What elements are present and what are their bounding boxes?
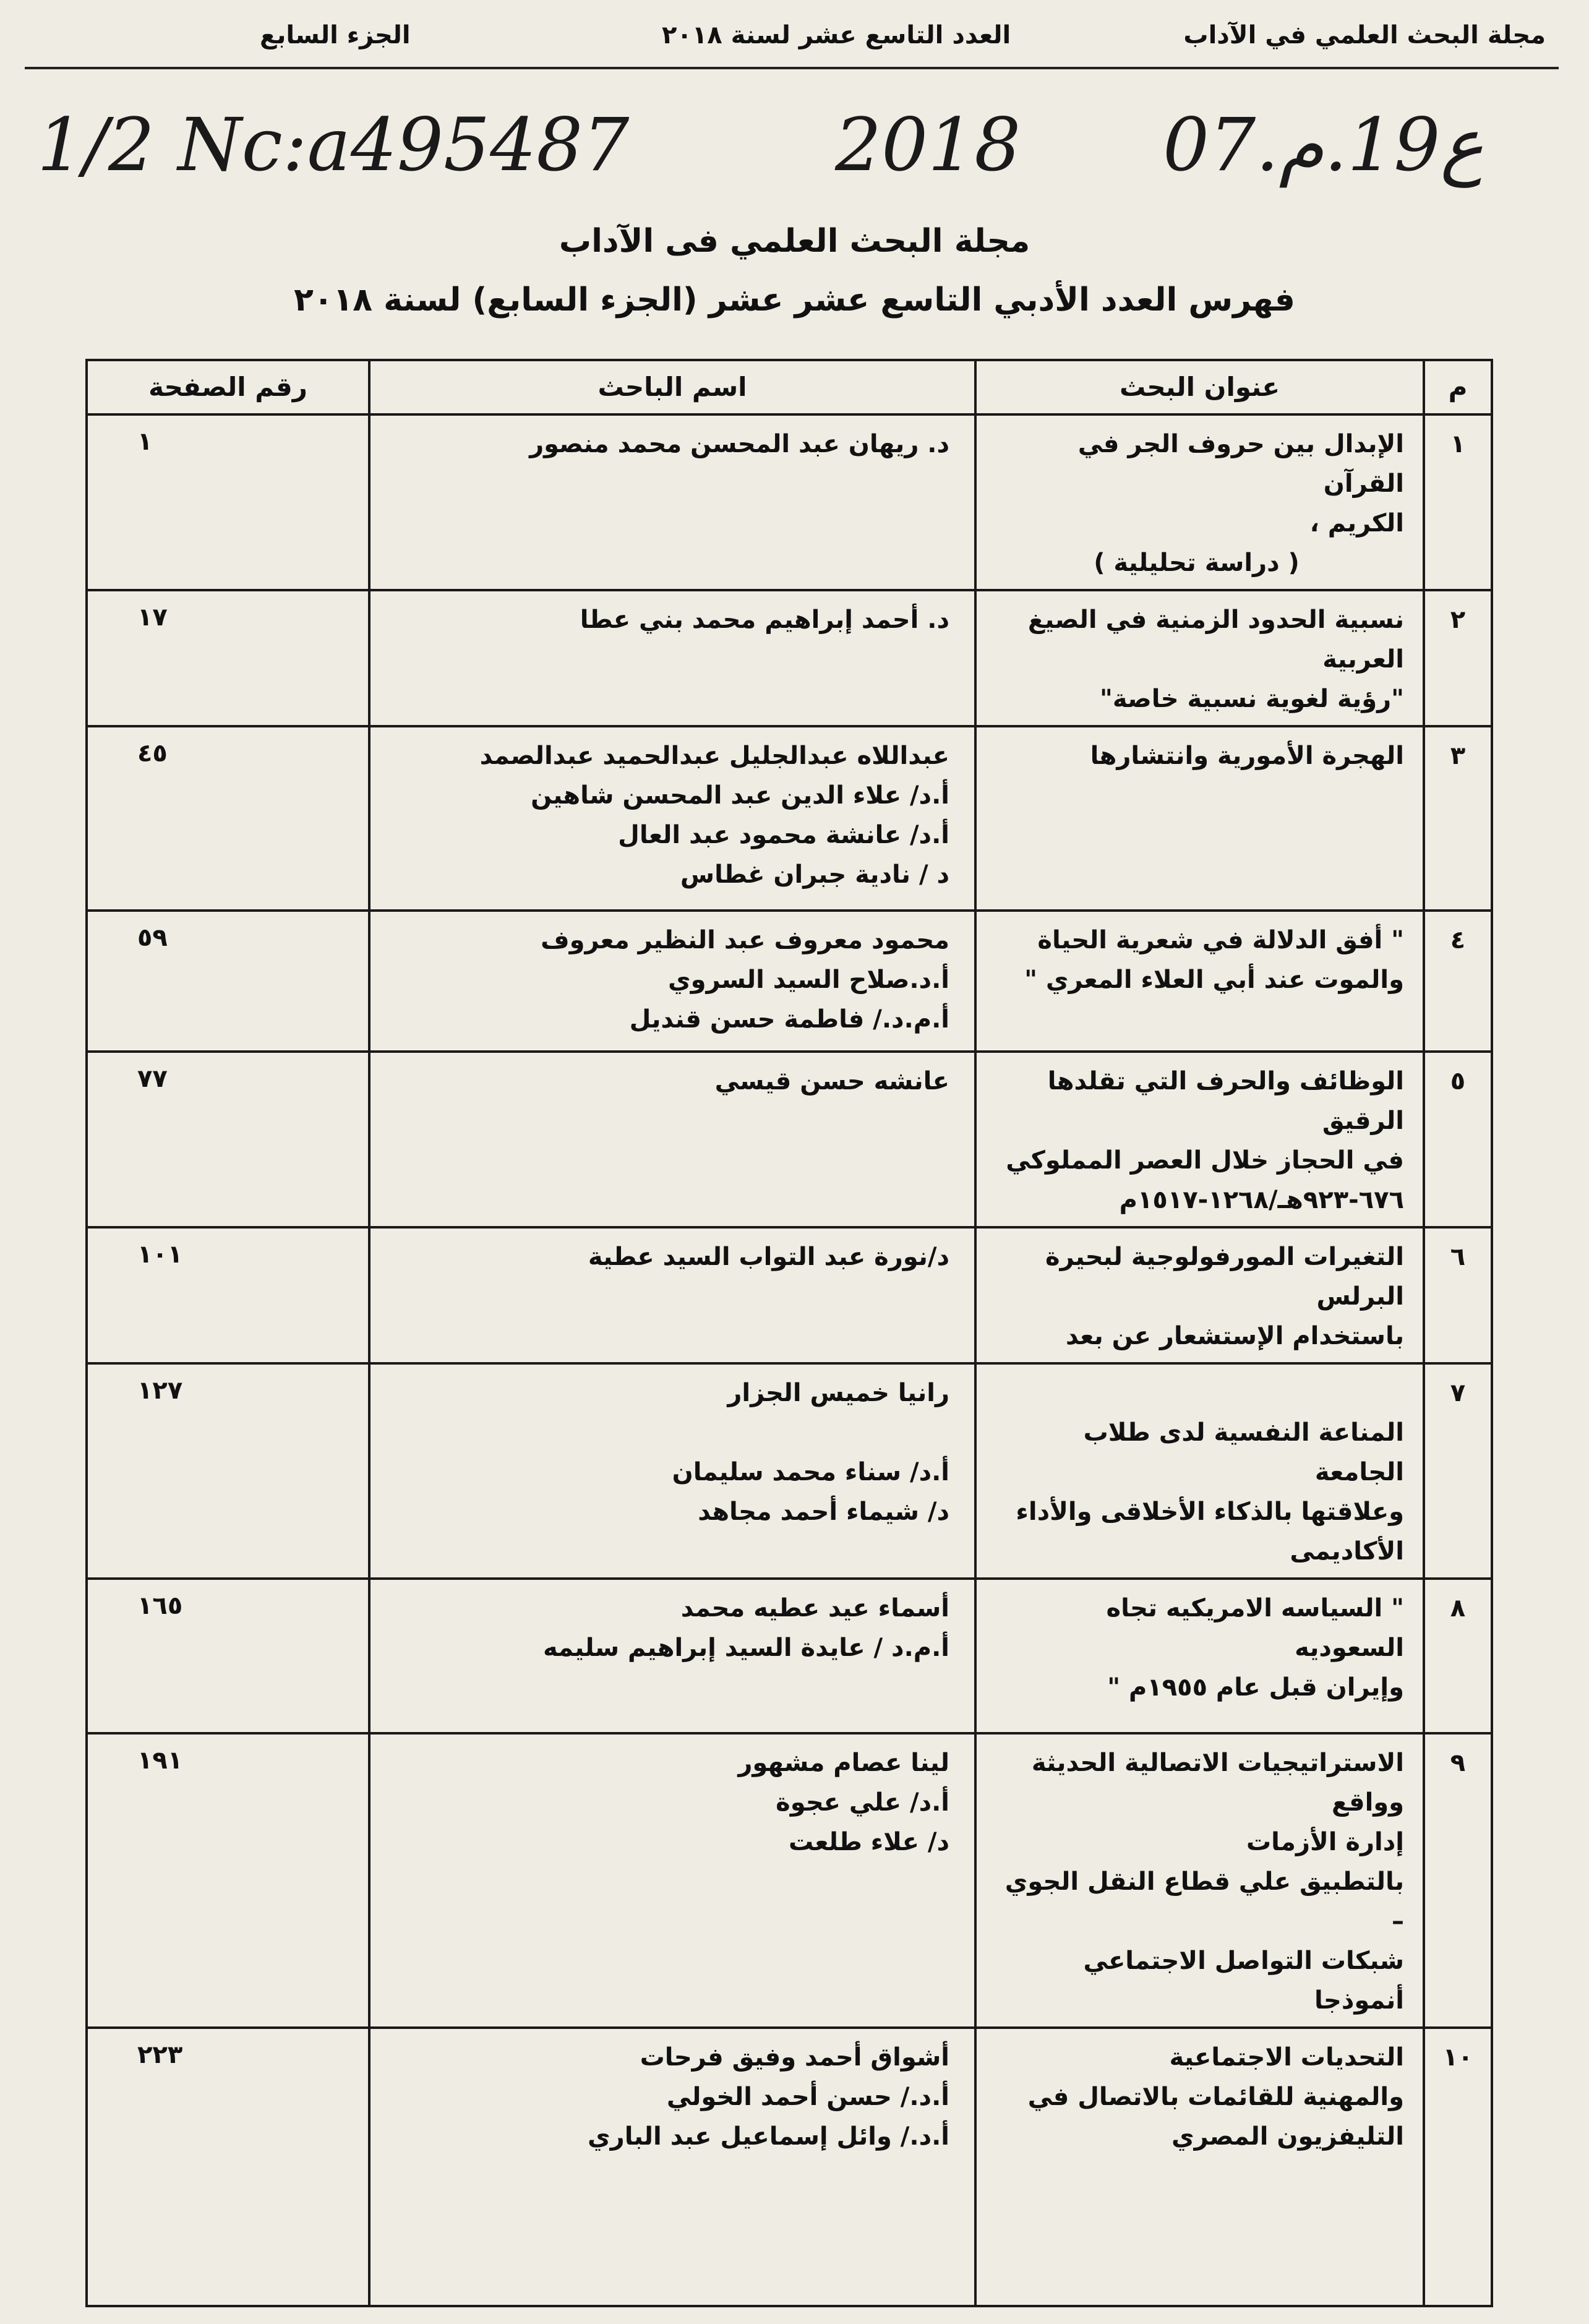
research-title <box>975 1227 1424 1363</box>
handwritten-annotation <box>37 102 1484 201</box>
title-line: وعلاقتها بالذكاء الأخلاقى والأداء <box>1016 1498 1404 1526</box>
researcher-names <box>369 1579 975 1733</box>
title-line: الإبدال بين حروف الجر في القرآن <box>1077 430 1404 498</box>
handwritten-date: 07.ع19.م <box>1163 102 1484 187</box>
row-number: ٦ <box>1424 1227 1492 1363</box>
researcher-names <box>369 590 975 726</box>
research-title <box>975 726 1424 911</box>
research-title <box>975 1579 1424 1733</box>
researcher-name: أ.د/ علي عجوة <box>776 1788 949 1817</box>
researcher-name: أ.م.د / عايدة السيد إبراهيم سليمه <box>543 1634 949 1662</box>
researcher-name: أ.د./ حسن أحمد الخولي <box>666 2083 949 2111</box>
page-number: ٤٥ <box>137 739 168 768</box>
page-number-cell <box>87 590 369 726</box>
research-title <box>975 1733 1424 2028</box>
researcher-name: د. ريهان عبد المحسن محمد منصور <box>529 430 949 458</box>
title-line: "رؤية لغوية نسبية خاصة" <box>1100 685 1404 713</box>
page-number: ١٢٧ <box>137 1376 183 1405</box>
page-number: ٧٧ <box>137 1065 168 1093</box>
researcher-name: أ.د.صلاح السيد السروي <box>667 966 949 994</box>
researcher-name: أ.م.د./ فاطمة حسن قنديل <box>629 1005 949 1034</box>
researcher-name: عانشه حسن قيسي <box>714 1067 949 1096</box>
title-line: والمهنية للقائمات بالاتصال في <box>1027 2083 1404 2111</box>
researcher-names <box>369 911 975 1052</box>
title-line: " السياسه الامريكيه تجاه السعوديه <box>1106 1594 1404 1662</box>
researcher-names <box>369 1733 975 2028</box>
table-row <box>87 1227 1492 1363</box>
row-number: ٥ <box>1424 1052 1492 1227</box>
research-title <box>975 1052 1424 1227</box>
header-author: اسم الباحث <box>369 360 975 414</box>
table-row <box>87 1733 1492 2028</box>
page-number: ١٦٥ <box>137 1592 183 1620</box>
row-number: ٧ <box>1424 1363 1492 1579</box>
researcher-name: لينا عصام مشهور <box>738 1749 949 1777</box>
researcher-names <box>369 1363 975 1579</box>
title-line: الوظائف والحرف التي تقلدها الرقيق <box>1047 1067 1404 1135</box>
researcher-name <box>383 1413 949 1452</box>
title-line: " أفق الدلالة في شعرية الحياة <box>1037 926 1404 954</box>
researcher-name: د/ شيماء أحمد مجاهد <box>698 1498 949 1526</box>
researcher-name: د. أحمد إبراهيم محمد بني عطا <box>580 606 949 634</box>
page-title: مجلة البحث العلمي فى الآداب <box>559 223 1030 260</box>
page-number-cell <box>87 2028 369 2306</box>
title-line: الكريم ، <box>1309 509 1404 538</box>
table-row <box>87 414 1492 590</box>
researcher-name: محمود معروف عبد النظير معروف <box>541 926 949 954</box>
title-line: التغيرات المورفولوجية لبحيرة البرلس <box>1045 1243 1404 1311</box>
researcher-name: د / نادية جبران غطاس <box>680 860 949 889</box>
researcher-name: رانيا خميس الجزار <box>727 1379 949 1407</box>
page-number: ١٩١ <box>137 1746 183 1775</box>
header-title: عنوان البحث <box>975 360 1424 414</box>
index-table <box>85 359 1493 2307</box>
page-number-cell <box>87 1052 369 1227</box>
table-row <box>87 1052 1492 1227</box>
row-number: ٨ <box>1424 1579 1492 1733</box>
title-line: في الحجاز خلال العصر المملوكي <box>1006 1146 1404 1175</box>
title-line: والموت عند أبي العلاء المعري " <box>1024 966 1404 994</box>
row-number: ١٠ <box>1424 2028 1492 2306</box>
researcher-names <box>369 2028 975 2306</box>
researcher-name: د/ علاء طلعت <box>788 1828 949 1856</box>
page-number: ١٧ <box>137 603 168 632</box>
title-line: التليفزيون المصري <box>1171 2122 1404 2151</box>
page-number-cell <box>87 1227 369 1363</box>
research-title <box>975 1363 1424 1579</box>
header-rule <box>25 67 1559 69</box>
page-number-cell <box>87 1363 369 1579</box>
researcher-name: أسماء عيد عطيه محمد <box>680 1594 949 1623</box>
table-row <box>87 590 1492 726</box>
title-line <box>989 1373 1404 1413</box>
title-line: العربية <box>1322 645 1404 674</box>
title-line: الأكاديمى <box>1290 1537 1404 1566</box>
researcher-name: أ.د/ علاء الدين عبد المحسن شاهين <box>531 781 949 810</box>
title-line: بالتطبيق علي قطاع النقل الجوي – <box>1004 1867 1404 1936</box>
handwritten-year: 2018 <box>835 102 1021 187</box>
researcher-names <box>369 726 975 911</box>
part-label: الجزء السابع <box>260 21 411 49</box>
researcher-names <box>369 414 975 590</box>
title-line: نسبية الحدود الزمنية في الصيغ <box>1027 606 1404 634</box>
title-line: شبكات التواصل الاجتماعي أنموذجا <box>1083 1947 1404 2015</box>
row-number: ٢ <box>1424 590 1492 726</box>
page-number-cell <box>87 911 369 1052</box>
researcher-name: أشواق أحمد وفيق فرحات <box>640 2043 949 2072</box>
page-header <box>0 11 1589 67</box>
page-number: ١ <box>137 427 153 456</box>
table-row <box>87 911 1492 1052</box>
title-line: ٦٧٦-٩٢٣هـ/١٢٦٨-١٥١٧م <box>1119 1186 1404 1214</box>
researcher-name: أ.د/ سناء محمد سليمان <box>672 1458 949 1486</box>
page-number-cell <box>87 414 369 590</box>
page-number-cell <box>87 1733 369 2028</box>
researcher-name: عبداللاه عبدالجليل عبدالحميد عبدالصمد <box>479 742 949 770</box>
researcher-names <box>369 1052 975 1227</box>
table-row <box>87 1363 1492 1579</box>
title-line: وإيران قبل عام ١٩٥٥م " <box>1107 1673 1404 1702</box>
row-number: ١ <box>1424 414 1492 590</box>
table-row <box>87 2028 1492 2306</box>
title-line: إدارة الأزمات <box>1246 1828 1404 1856</box>
issue-label: العدد التاسع عشر لسنة ٢٠١٨ <box>662 21 1011 49</box>
row-number: ٣ <box>1424 726 1492 911</box>
index-subtitle: فهرس العدد الأدبي التاسع عشر عشر (الجزء السابع) لسنة ٢٠١٨ <box>294 281 1295 319</box>
researcher-name: د/نورة عبد التواب السيد عطية <box>588 1243 949 1271</box>
title-line: الهجرة الأمورية وانتشارها <box>1090 742 1404 770</box>
handwritten-ref: 1/2 Nc:a495487 <box>37 102 630 187</box>
header-page: رقم الصفحة <box>87 360 369 414</box>
title-line: الاستراتيجيات الاتصالية الحديثة وواقع <box>1031 1749 1404 1817</box>
title-line: التحديات الاجتماعية <box>1169 2043 1404 2072</box>
table-row <box>87 726 1492 911</box>
researcher-name: أ.د./ وائل إسماعيل عبد الباري <box>588 2122 949 2151</box>
journal-name: مجلة البحث العلمي في الآداب <box>1183 21 1546 49</box>
row-number: ٩ <box>1424 1733 1492 2028</box>
research-title <box>975 2028 1424 2306</box>
title-line: المناعة النفسية لدى طلاب الجامعة <box>1083 1418 1404 1486</box>
row-number: ٤ <box>1424 911 1492 1052</box>
table-header-row <box>87 360 1492 414</box>
table-row <box>87 1579 1492 1733</box>
research-title <box>975 590 1424 726</box>
title-line: باستخدام الإستشعار عن بعد <box>1066 1322 1404 1350</box>
page-number-cell <box>87 1579 369 1733</box>
page-number: ٥٩ <box>137 924 168 952</box>
page-number: ٢٢٣ <box>137 2041 183 2069</box>
title-line: ( دراسة تحليلية ) <box>1094 549 1300 577</box>
research-title <box>975 414 1424 590</box>
page-number-cell <box>87 726 369 911</box>
research-title <box>975 911 1424 1052</box>
page-number: ١٠١ <box>137 1240 183 1269</box>
researcher-names <box>369 1227 975 1363</box>
header-num: م <box>1424 360 1492 414</box>
researcher-name: أ.د/ عانشة محمود عبد العال <box>618 821 949 849</box>
